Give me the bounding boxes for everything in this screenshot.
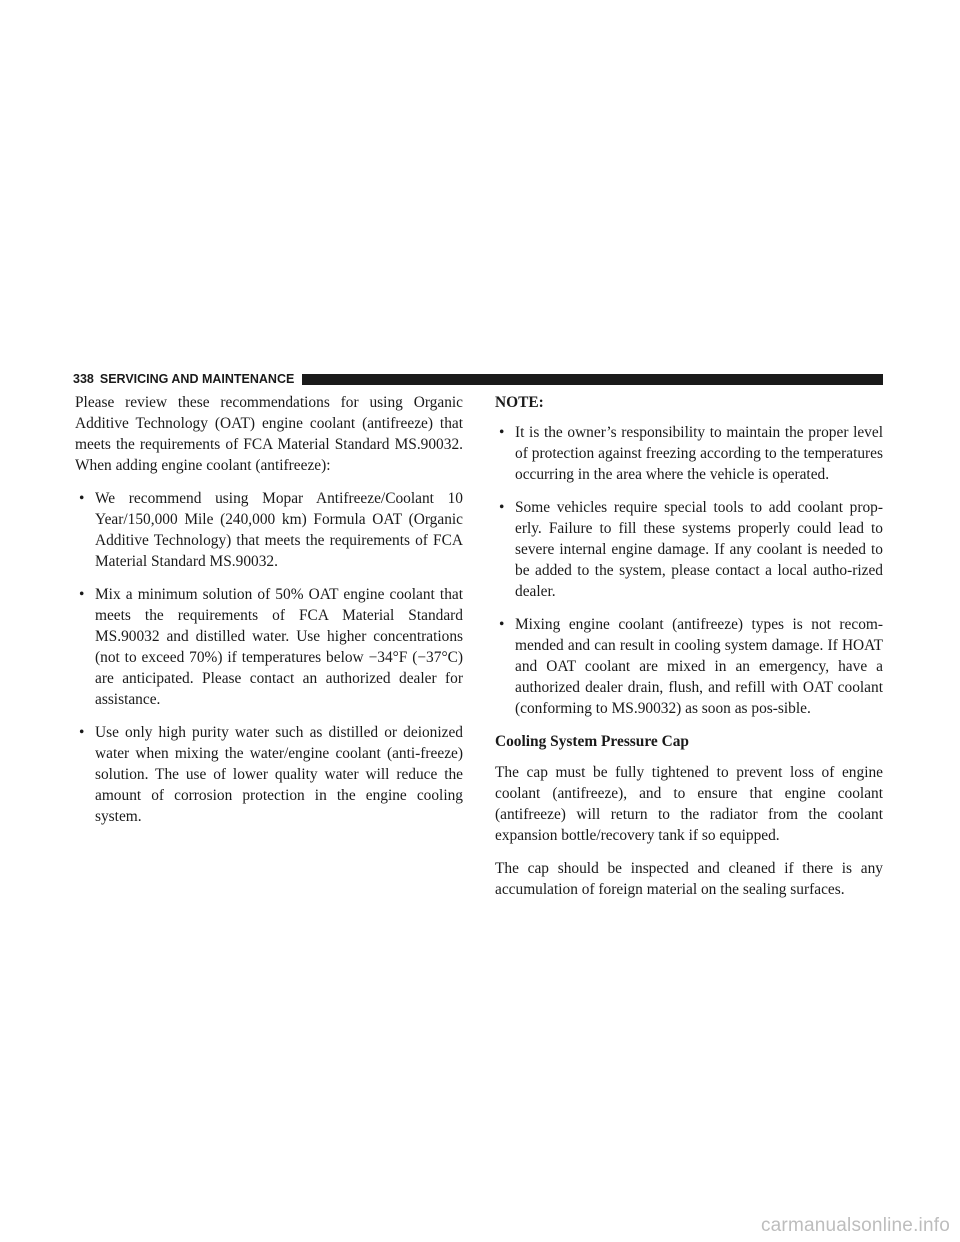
right-column	[495, 392, 883, 912]
list-item	[495, 614, 883, 719]
watermark: carmanualsonline.info	[760, 1215, 950, 1236]
bullet-icon: •	[79, 490, 85, 507]
bullet-icon: •	[79, 724, 85, 741]
left-column	[75, 392, 463, 839]
list-item-text: It is the owner’s responsibility to maintain the proper level of protection against freezing according to the temperatures occurring in the area where the vehicle is operated.	[515, 424, 883, 483]
list-item	[75, 722, 463, 827]
list-item	[495, 422, 883, 485]
list-item	[75, 584, 463, 710]
pressure-cap-heading: Cooling System Pressure Cap	[495, 733, 689, 750]
pressure-cap-paragraph: The cap must be fully tightened to prevent loss of engine coolant (antifreeze), and to ensure that engine coolant (antifreeze) will return to the radiator from the coolant expansion bottle/recovery tank if so equipped.	[495, 764, 883, 844]
section-title: SERVICING AND MAINTENANCE	[99, 372, 295, 386]
list-item-text: Mixing engine coolant (antifreeze) types is not recom-mended and can result in cooling system damage. If HOAT and OAT coolant are mixed in an emergency, have a authorized dealer drain, flush, and refill with OAT coolant (conforming to MS.90032) as soon as pos-sible.	[515, 616, 883, 717]
page-header	[73, 370, 883, 388]
list-item-text: Use only high purity water such as distilled or deionized water when mixing the water/engine coolant (anti-freeze) solution. The use of lower quality water will reduce the amount of corrosion protection in the engine cooling system.	[95, 724, 463, 825]
bullet-icon: •	[79, 586, 85, 603]
note-list	[495, 422, 883, 719]
page-number: 338	[73, 372, 94, 386]
header-rule	[302, 374, 883, 385]
list-item-text: We recommend using Mopar Antifreeze/Coolant 10 Year/150,000 Mile (240,000 km) Formula OAT (Organic Additive Technology) that meets the requirements of FCA Material Standard MS.90032.	[95, 490, 463, 570]
pressure-cap-paragraph: The cap should be inspected and cleaned if there is any accumulation of foreign material on the sealing surfaces.	[495, 860, 883, 898]
note-heading: NOTE:	[495, 394, 544, 411]
coolant-recommendations-list	[75, 488, 463, 827]
list-item	[495, 497, 883, 602]
bullet-icon: •	[499, 499, 505, 516]
list-item-text: Some vehicles require special tools to add coolant prop-erly. Failure to fill these systems properly could lead to severe internal engine damage. If any coolant is needed to be added to the system, please contact a local autho-rized dealer.	[515, 499, 883, 600]
list-item	[75, 488, 463, 572]
intro-paragraph: Please review these recommendations for using Organic Additive Technology (OAT) engine coolant (antifreeze) that meets the requirements of FCA Material Standard MS.90032. When adding engine coolant (antifreeze):	[75, 394, 463, 474]
list-item-text: Mix a minimum solution of 50% OAT engine coolant that meets the requirements of FCA Material Standard MS.90032 and distilled water. Use higher concentrations (not to exceed 70%) if temperatures below −34°F (−37°C) are anticipated. Please contact an authorized dealer for assistance.	[95, 586, 463, 708]
bullet-icon: •	[499, 616, 505, 633]
bullet-icon: •	[499, 424, 505, 441]
